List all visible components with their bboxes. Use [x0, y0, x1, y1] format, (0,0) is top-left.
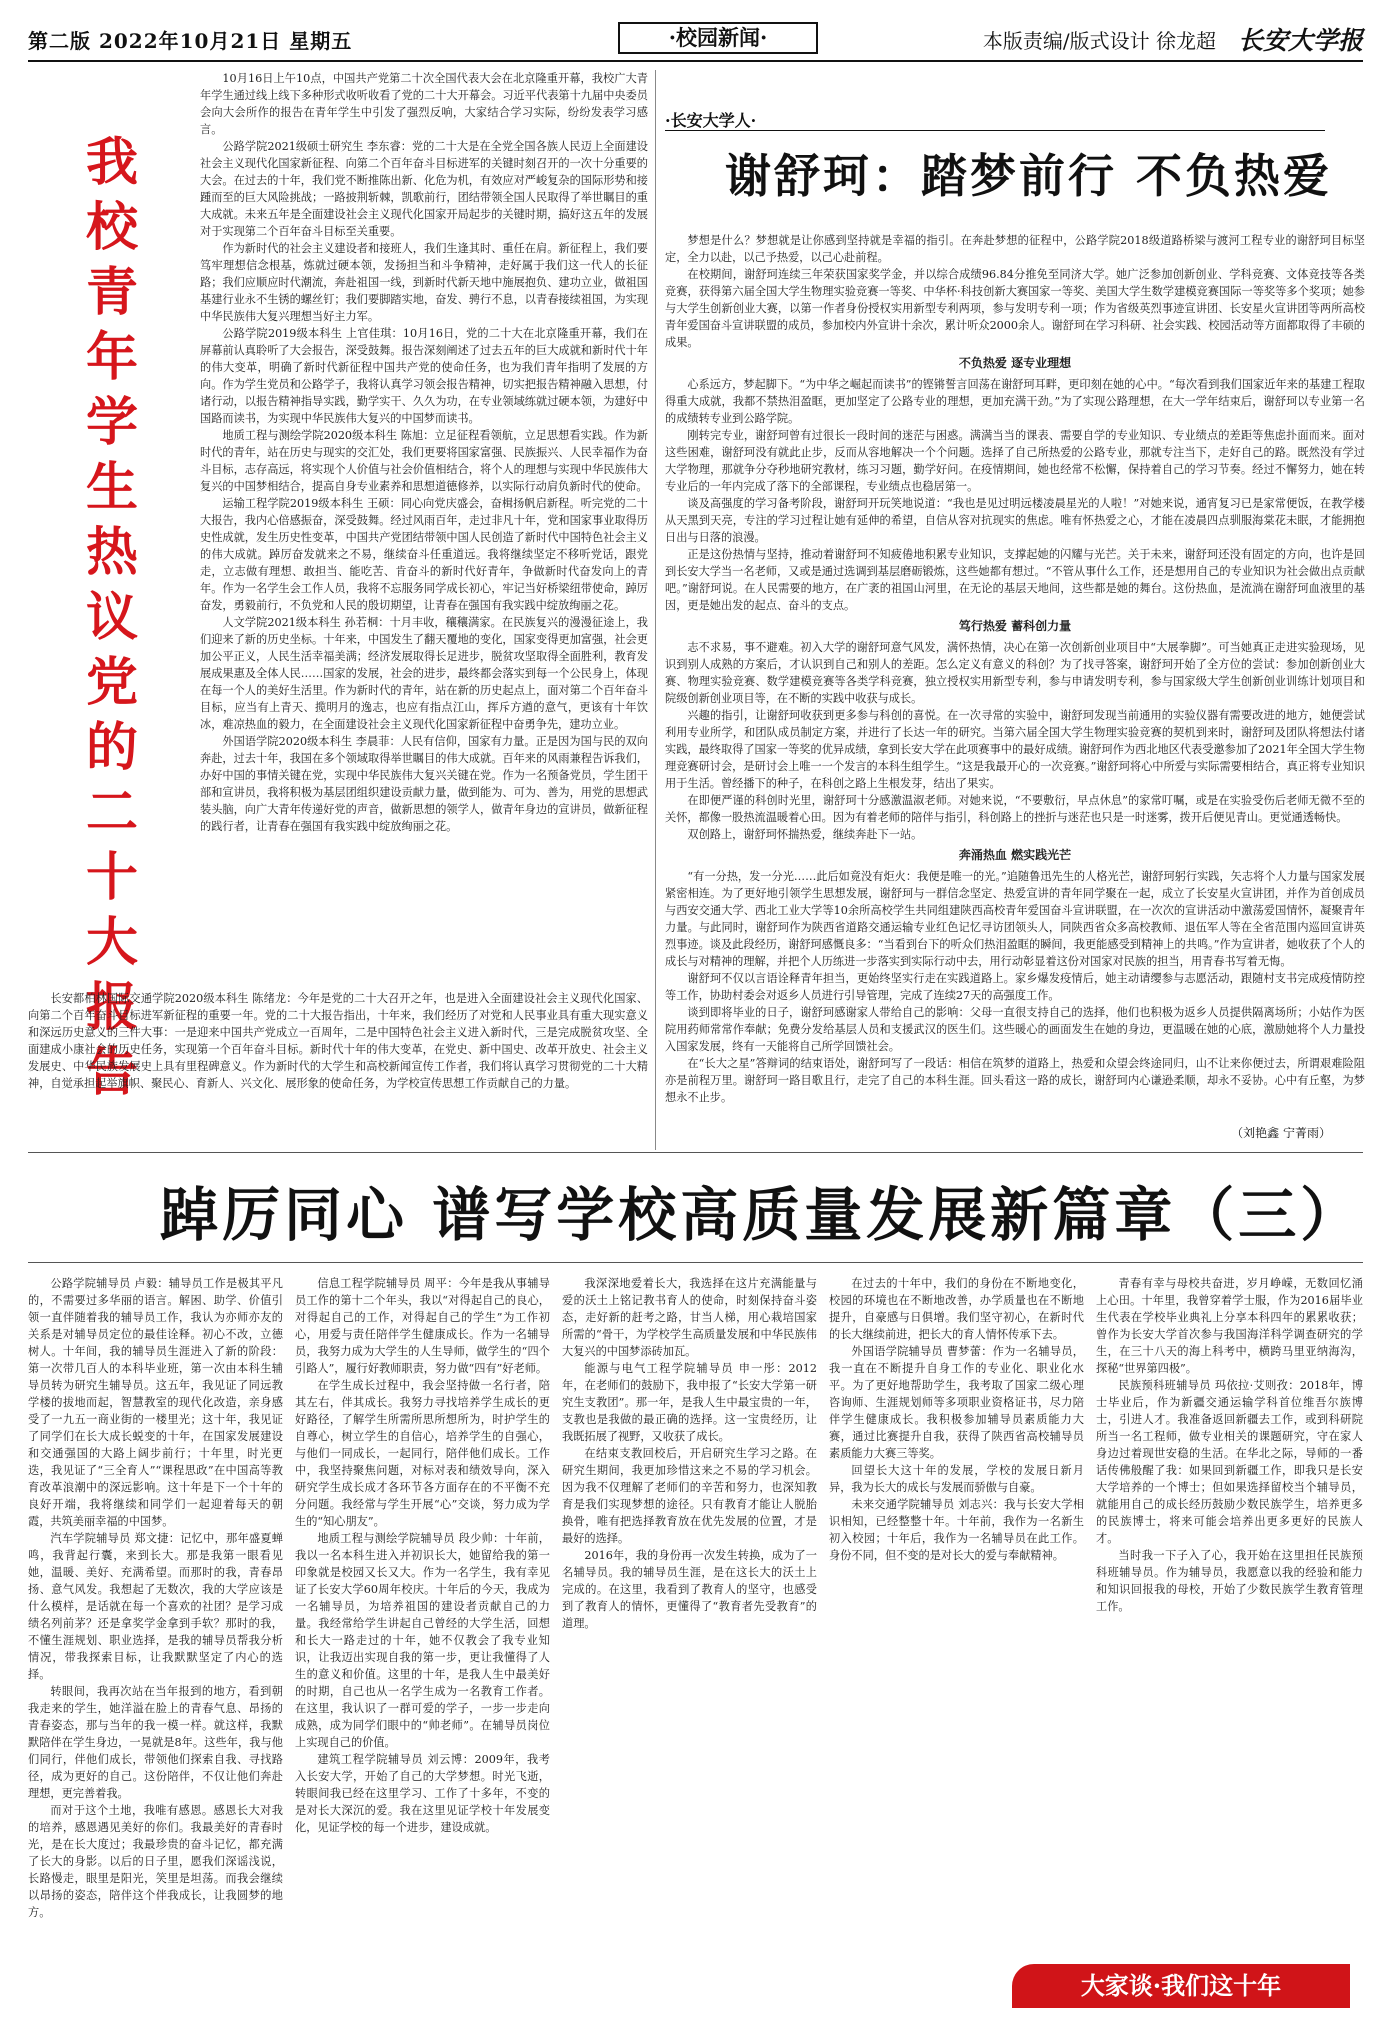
- article3-column-1: [28, 1275, 283, 2015]
- paragraph: 外国语学院2020级本科生 李晨菲：人民有信仰，国家有力量。正是因为国与民的双向奔赴，过去十年，我国在多个领域取得举世瞩目的伟大成就。百年来的风雨兼程告诉我们，办好中国的事情关键在党，实现中华民族伟大复兴关键在党。作为一名预备党员，学生团干部和宣讲员，我将积极为基层团组织建设贡献力量，做到能为、可为、善为，用党的思想武装头脑，向广大青年传递好党的声音，做新思想的领学人，做青年身边的宣讲员，做新征程的践行者，让青春在强国有我实践中绽放绚丽之花。: [200, 735, 648, 833]
- article1-title-char: 校: [85, 197, 138, 258]
- paragraph: 长安都柏林国际交通学院2020级本科生 陈绪龙：今年是党的二十大召开之年，也是进入全面建设社会主义现代化国家、向第二个百年奋斗目标进军新征程的重要一年。党的二十大报告指出，十年来，我们经历了对党和人民事业具有重大现实意义和深远历史意义的三件大事：一是迎来中国共产党成立一百周年，二是中国特色社会主义进入新时代，三是完成脱贫攻坚、全面建成小康社会的历史任务，实现第一个百年奋斗目标。新时代十年的伟大变革，在党史、新中国史、改革开放史、社会主义发展史、中华民族发展史上具有里程碑意义。作为新时代的大学生和高校新闻宣传工作者，我们将认真学习贯彻党的二十大精神，自觉承担起举旗帜、聚民心、育新人、兴文化、展形象的使命任务，为学校宣传思想工作贡献自己的力量。: [28, 992, 648, 1090]
- masthead-right: [983, 21, 1363, 57]
- paragraph: 双创路上，谢舒珂怀揣热爱，继续奔赴下一站。: [687, 828, 923, 841]
- article3-column-2: [295, 1275, 550, 2015]
- paragraph: 心系远方，梦起脚下。“为中华之崛起而读书”的铿锵誓言回荡在谢舒珂耳畔，更印刻在她的心中。“每次看到我们国家近年来的基建工程取得重大成就，我都不禁热泪盈眶，更加坚定了公路专业的理想，更加充满干劲。”为了实现公路理想，在大一学年结束后，谢舒珂以专业第一名的成绩转专业到公路学院。: [665, 378, 1365, 425]
- paragraph: 谢舒珂不仅以言语诠释青年担当，更始终坚实行走在实践道路上。家乡爆发疫情后，她主动请缨参与志愿活动，跟随村支书完成疫情防控等工作，协助村委会对返乡人员进行引导管理，完成了连续27天的高强度工作。: [665, 972, 1365, 1002]
- article1-title-char: 党: [85, 652, 138, 713]
- paragraph: 作为新时代的社会主义建设者和接班人，我们生逢其时、重任在肩。新征程上，我们要笃牢理想信念根基，炼就过硬本领，发扬担当和斗争精神，走好属于我们这一代人的长征路；我们应顺应时代潮流，奔赴祖国一线，到新时代新天地中施展抱负、建功立业，做祖国基建行业永不生锈的螺丝钉；我们要脚踏实地，奋发、骋行不息，以青春接续祖国，为实现中华民族伟大复兴理想当好主力军。: [200, 242, 648, 323]
- paragraph: 兴趣的指引，让谢舒珂收获到更多参与科创的喜悦。在一次寻常的实验中，谢舒珂发现当前通用的实验仪器有需要改进的地方，她便尝试利用专业所学，和团队成员制定方案，并进行了长达一年的研究。当第六届全国大学生物理实验竞赛的契机到来时，谢舒珂及团队将想法付诸实践，最终取得了国家一等奖的优异成绩，拿到长安大学在此项赛事中的最好成绩。谢舒珂作为西北地区代表受邀参加了2021年全国大学生物理竞赛研讨会，是研讨会上唯一一个发言的本科生组学生。“这是我最开心的一次竞赛。”谢舒珂将心中所爱与实际需要相结合，真正将专业知识用于生活。曾经播下的种子，在科创之路上生根发芽，结出了果实。: [665, 709, 1365, 790]
- paragraph: 公路学院2021级硕士研究生 李东睿：党的二十大是在全党全国各族人民迈上全面建设社会主义现代化国家新征程、向第二个百年奋斗目标进军的关键时刻召开的一次十分重要的大会。在过去的十年，我们党不断推陈出新、化危为机，有效应对严峻复杂的国际形势和接踵而至的巨大风险挑战；一路披荆斩棘，凯歌前行，团结带领全国人民取得了举世瞩目的重大成就。未来五年是全面建设社会主义现代化国家开局起步的关键时期，搞好这五年的发展对于实现第二个百年奋斗目标至关重要。: [200, 140, 648, 238]
- paragraph: 志不求易，事不避难。初入大学的谢舒珂意气风发，满怀热情，决心在第一次创新创业项目中“大展拳脚”。可当她真正走进实验现场，见识到别人成熟的方案后，才认识到自己和别人的差距。怎么定义有意义的科创？为了找寻答案，谢舒珂开始了全方位的尝试：参加创新创业大赛、物理实验竞赛、数学建模竞赛等各类学科竞赛，独立授权实用新型专利，参与申请发明专利，参与国家级大学生创新创业训练计划项目和院级创新创业项目等，在不断的实践中收获与成长。: [665, 641, 1365, 705]
- article1-column-right: [200, 70, 648, 988]
- paragraph: 公路学院2019级本科生 上官佳琪：10月16日，党的二十大在北京隆重开幕，我们在屏幕前认真聆听了大会报告，深受鼓舞。报告深刻阐述了过去五年的巨大成就和新时代十年的伟大变革，明确了新时代新征程中国共产党的使命任务，也为我们青年指明了发展的方向。作为学生党员和公路学子，我将认真学习领会报告精神，切实把报告精神融入思想，付诸行动，以报告精神指导实践，勤学实干、久久为功，在专业领域练就过硬本领，为建好中国路而读书，为实现中华民族伟大复兴的中国梦而读书。: [200, 327, 648, 425]
- paragraph: 回望长大这十年的发展，学校的发展日新月异，我为长大的成长与发展而骄傲与自豪。: [829, 1464, 1084, 1494]
- paragraph: 信息工程学院辅导员 周平：今年是我从事辅导员工作的第十二个年头，我以“对得起自己的良心，对得起自己的工作，对得起自己的学生”为工作初心，用爱与责任陪伴学生健康成长。作为一名辅导员，我努力成为大学生的人生导师，做学生的“四个引路人”，履行好教师职责，努力做“四有”好老师。: [295, 1277, 550, 1375]
- section-heading: 不负热爱 逐专业理想: [958, 356, 1072, 370]
- footer-tag: 大家谈·我们这十年: [1012, 1964, 1350, 2008]
- paragraph: 地质工程与测绘学院2020级本科生 陈旭：立足征程看领航，立足思想看实践。作为新时代的青年，站在历史与现实的交汇处，我们更要将国家富强、民族振兴、人民幸福作为奋斗目标，志存高远，将实现个人价值与社会价值相结合，将个人的理想与实现中华民族伟大复兴的中国梦相结合，提高自身专业素养和思想道德修养，以实际行动肩负新时代的使命。: [200, 429, 648, 493]
- article2-rule: [665, 130, 1325, 131]
- article1-title-char: 二: [85, 782, 138, 843]
- paragraph: 在学生成长过程中，我会坚持做一名行者，陪其左右，伴其成长。我努力寻找培养学生成长的更好路径，了解学生所需所思所想所为，时护学生的自尊心，树立学生的自信心，培养学生的自强心，与他们一同成长，一起同行，陪伴他们成长。工作中，我坚持聚焦问题，对标对表和绩效导向，深入研究学生成长成才各环节各方面存在的不平衡不充分问题。我经常与学生开展“心”交谈，努力成为学生的“知心朋友”。: [295, 1379, 550, 1528]
- column-divider: [655, 70, 656, 1150]
- paragraph: 在结束支教回校后，开启研究生学习之路。在研究生期间，我更加珍惜这来之不易的学习机会。因为我不仅理解了老师们的辛苦和努力，也深知教育是我们实现梦想的途径。只有教育才能让人脱胎换骨，唯有把选择教育放在优先发展的位置，才是最好的选择。: [562, 1447, 817, 1545]
- paragraph: 民族预科班辅导员 玛依拉·艾则孜：2018年，博士毕业后，作为新疆交通运输学科首位维吾尔族博士，引进人才。我准备返回新疆去工作，或到科研院所当一名工程师，做专业相关的课题研究，守在家人身边过着现世安稳的生活。在华北之际，导师的一番话传佛般醒了我：如果回到新疆工作，即我只是长安大学培养的一个博士；但如果选择留校当个辅导员，就能用自己的成长经历鼓励少数民族学生，培养更多的民族博士，将来可能会培养出更多更好的民族人才。: [1096, 1379, 1363, 1545]
- article3-column-5: [1096, 1275, 1363, 1955]
- paragraph: 在过去的十年中，我们的身份在不断地变化，校园的环境也在不断地改善，办学质量也在不断地提升，自豪感与日俱增。我们坚守初心，在新时代的长大继续前进，把长大的育人情怀传承下去。: [829, 1277, 1084, 1341]
- article1-column-bottom: [28, 990, 648, 1140]
- paragraph: 人文学院2021级本科生 孙若桐：十月丰收，穰穰满家。在民族复兴的漫漫征途上，我们迎来了新的历史坐标。十年来，中国发生了翻天覆地的变化，国家变得更加富强，社会更加公平正义，人民生活幸福美满；经济发展取得长足进步，脱贫攻坚取得全面胜利，教育发展成果惠及全体人民……国家的发展，社会的进步，最终都会落实到每一个公民身上，体现在每一个人的美好生活里。作为新时代的青年，站在新的历史起点上，面对第二个百年奋斗目标，应当有上青天、揽明月的逸志，也应有指点江山，挥斥方遒的意气，更该有十年饮冰，难凉热血的毅力，在全面建设社会主义现代化国家新征程中奋勇争先，建功立业。: [200, 616, 648, 731]
- section-heading: 笃行热爱 蓄科创力量: [958, 619, 1072, 633]
- paragraph: 运输工程学院2019级本科生 王硕：同心向党庆盛会，奋楫扬帆启新程。听完党的二十大报告，我内心倍感振奋，深受鼓舞。经过风雨百年，走过非凡十年，党和国家事业取得历史性成就，发生历史性变革，中国共产党团结带领中国人民创造了新时代中国特色社会主义的伟大成就。踔厉奋发就来之不易，继续奋斗任重道远。我将继续坚定不移听党话，跟党走，立志做有理想、敢担当、能吃苦、肯奋斗的新时代好青年，争做新时代奋发向上的青年。作为一名学生会工作人员，我将不忘服务同学成长初心，牢记当好桥梁纽带使命，踔厉奋发，勇毅前行，不负党和人民的殷切期望，让青春在强国有我实践中绽放绚丽之花。: [200, 497, 648, 612]
- article3-title: 踔厉同心 谱写学校高质量发展新篇章（三）: [160, 1181, 1363, 1249]
- article1-title-char: 大: [85, 912, 138, 973]
- paragraph: 而对于这个土地，我唯有感恩。感恩长大对我的培养，感恩遇见美好的你们。我最美好的青春时光，是在长大度过；我最珍贵的奋斗记忆，都充满了长大的身影。以后的日子里，愿我们深谣浅说，长路慢走，眼里是阳光，笑里是坦荡。而我会继续以昂扬的姿态，陪伴这个伴我成长，让我圆梦的地方。: [28, 1804, 283, 1919]
- paragraph: 公路学院辅导员 卢毅：辅导员工作是极其平凡的，不需要过多华丽的语言。解困、助学、价值引领一直伴随着我的辅导员工作，我认为亦师亦友的关系是对辅导员定位的最佳诠释。初心不改，立德树人。十年间，我的辅导员生涯进入了新的阶段：第一次带几百人的本科毕业班，第一次由本科生辅导员转为研究生辅导员。这五年，我见证了同远教学楼的拔地而起，智慧教室的现代化改造，亲身感受了一九五一商业街的一楼里光；这十年，我见证了同学们在长大成长蜕变的十年，在国家发展建设和交通强国的大路上阔步前行；十年里，时光更迭，我见证了“三全育人”“课程思政”在中国高等教育改革浪潮中的深远影响。这十年是下一个十年的良好开端，我将继续和同学们一起迎着每天的朝霞，共筑美丽幸福的中国梦。: [28, 1277, 283, 1528]
- paragraph: 刚转完专业，谢舒珂曾有过很长一段时间的迷茫与困惑。满满当当的课表、需要自学的专业知识、专业绩点的差距等焦虑扑面而来。面对这些困难，谢舒珂没有就此止步，反而从容地解决一个个问题。选择了自己所热爱的公路专业，那就专注当下，走好自己的路。既然没有学过大学物理，那就争分夺秒地研究教材，练习习题，勤学好问。在疫情期间，她也经常不松懈，保持着自己的学习节奏。经过不懈努力，她在转专业后的一年内完成了落下的全部课程，专业绩点也稳居第一。: [665, 429, 1365, 493]
- article1-title-char: 生: [85, 457, 138, 518]
- edition-info: 第二版 2022年10月21日 星期五: [28, 28, 353, 53]
- article1-title-char: 青: [85, 262, 138, 323]
- paragraph: 未来交通学院辅导员 刘志兴：我与长安大学相识相知，已经整整十年。十年前，我作为一名新生初入校园；十年后，我作为一名辅导员在此工作。身份不同，但不变的是对长大的爱与奉献精神。: [829, 1498, 1084, 1562]
- article1-title-char: 我: [85, 132, 138, 193]
- section-heading: 奔涌热血 燃实践光芒: [958, 848, 1072, 862]
- paragraph: 外国语学院辅导员 曹梦蕾：作为一名辅导员，我一直在不断提升自身工作的专业化、职业化水平。为了更好地帮助学生，我考取了国家二级心理咨询师、生涯规划师等多项职业资格证书，尽力陪伴学生健康成长。我积极参加辅导员素质能力大赛，通过比赛提升自我，获得了陕西省高校辅导员素质能力大赛三等奖。: [829, 1345, 1084, 1460]
- paragraph: 转眼间，我再次站在当年报到的地方，看到朝我走来的学生，她洋溢在脸上的青春气息、昂扬的青春姿态，那与当年的我一模一样。就这样，我默默陪伴在学生身边，一晃就是8年。这些年，我与他们同行，伴他们成长，带领他们探索自我、寻找路径，成为更好的自己。这份陪伴，不仅让他们奔赴理想，更完善着我。: [28, 1685, 283, 1800]
- paragraph: “有一分热，发一分光……此后如竟没有炬火：我便是唯一的光。”追随鲁迅先生的人格光芒，谢舒珂躬行实践，矢志将个人力量与国家发展紧密相连。为了更好地引领学生思想发展，谢舒珂与一群信念坚定、热爱宣讲的青年同学聚在一起，成立了长安星火宣讲团，并作为首创成员与西安交通大学、西北工业大学等10余所高校学生共同组建陕西高校青年爱国奋斗宣讲联盟，在一次次的宣讲活动中激荡爱国情怀，凝聚青年力量。与此同时，谢舒珂作为陕西省道路交通运输专业红色记忆寻访团领头人，同陕西省众多高校教师、退伍军人等在全省范围内巡回宣讲英烈事迹。谈及此段经历，谢舒珂感慨良多：“当看到台下的听众们热泪盈眶的瞬间，我更能感受到精神上的共鸣。”作为宣讲者，她收获了个人的成长与对精神的理解，并把个人历练进一步落实到实际行动中去，用行动彰显着这份对国家对民族的担当，用青春书写着无悔。: [665, 870, 1365, 968]
- article3-column-4: [829, 1275, 1084, 2015]
- paragraph: 建筑工程学院辅导员 刘云博：2009年，我考入长安大学，开始了自己的大学梦想。时光飞逝，转眼间我已经在这里学习、工作了十多年，不变的是对长大深沉的爱。我在这里见证学校十年发展变化，见证学校的每一个进步，建设成就。: [295, 1753, 550, 1834]
- paragraph: 2016年，我的身份再一次发生转换，成为了一名辅导员。我的辅导员生涯，是在这长大的沃土上完成的。在这里，我看到了教育人的坚守，也感受到了教育人的情怀，更懂得了“教育者先受教育”的道理。: [562, 1549, 817, 1630]
- section-title: ·校园新闻·: [618, 22, 818, 54]
- paragraph: 在校期间，谢舒珂连续三年荣获国家奖学金，并以综合成绩96.84分推免至同济大学。她广泛参加创新创业、学科竞赛、文体竞技等各类竞赛，获得第六届全国大学生物理实验竞赛一等奖、中华杯·科技创新大赛国家一等奖、美国大学生数学建模竞赛国际一等奖等多个奖项；她参与大学生创新创业大赛，以第一作者身份授权实用新型专利两项，参与发明专利一项；作为省级英烈事迹宣讲团、长安星火宣讲团等两所高校青年爱国奋斗宣讲联盟的成员，参加校内外宣讲十余次，累计听众2000余人。谢舒珂在学习科研、社会实践、校园活动等方面都取得了丰硕的成果。: [665, 268, 1365, 349]
- article1-title-char: 的: [85, 717, 138, 778]
- paragraph: 在“长大之星”答辩词的结束语处，谢舒珂写了一段话：相信在筑梦的道路上，热爱和众望会终途同归，山不让来你便过去，所谓艰难险阻亦是前程万里。谢舒珂一路目歌且行，走完了自己的本科生涯。回头看这一路的成长，谢舒珂内心谦逊柔顺，却永不妥协。心中有丘壑，为梦想永不止步。: [665, 1057, 1365, 1104]
- section-separator: [28, 1152, 1363, 1153]
- masthead-rule: [28, 60, 1363, 62]
- newspaper-logo: 长安大学报: [1237, 26, 1363, 55]
- article3-column-3: [562, 1275, 817, 2015]
- paragraph: 10月16日上午10点，中国共产党第二十次全国代表大会在北京隆重开幕，我校广大青年学生通过线上线下多种形式收听收看了党的二十大开幕会。习近平代表第十九届中央委员会向大会所作的报告在青年学生中引发了强烈反响，大家结合学习实际，纷纷发表学习感言。: [200, 72, 648, 136]
- article2-byline: （刘艳鑫 宁菁雨）: [1231, 1126, 1331, 1140]
- article1-title-char: 议: [85, 587, 138, 648]
- article3-rule: [28, 1262, 1363, 1263]
- article1-title-char: 十: [85, 847, 138, 908]
- paragraph: 我深深地爱着长大，我选择在这片充满能量与爱的沃土上铭记教书育人的使命，时刻保持奋斗姿态，走好新的赶考之路，甘当人梯，用心栽培国家所需的“骨干，为学校学生高质量发展和中华民族伟大复兴的中国梦添砖加瓦。: [562, 1277, 817, 1358]
- paragraph: 汽车学院辅导员 郑文捷：记忆中，那年盛夏蝉鸣，我背起行囊，来到长大。那是我第一眼看见她，温暖、美好、充满希望。而那时的我，青春昂扬、意气风发。我想起了无数次，我的大学应该是什么模样，是话就在每一个喜欢的社团？是学习成绩名列前茅？还是拿奖学金拿到手软？那时的我，不懂生涯规划、职业选择，是我的辅导员帮我分析情况，带我探索目标，让我默默坚定了内心的选择。: [28, 1532, 283, 1681]
- paragraph: 梦想是什么？梦想就是让你感到坚持就是幸福的指引。在奔赴梦想的征程中，公路学院2018级道路桥梁与渡河工程专业的谢舒珂目标坚定，全力以赴，以己予热爱，以己心赴前程。: [665, 234, 1365, 264]
- paragraph: 能源与电气工程学院辅导员 申一彤：2012年，在老师们的鼓励下，我申报了“长安大学第一研究生支教团”。那一年，是我人生中最宝贵的一年，支教也是我做的最正确的选择。这一宝贵经历，让我既拓展了视野，又收获了成长。: [562, 1362, 817, 1443]
- article1-title-char: 年: [85, 327, 138, 388]
- paragraph: 在即便严谨的科创时光里，谢舒珂十分感激温淑老师。对她来说，“不要敷衍，早点休息”的家常叮嘱，或是在实验受伤后老师无微不至的关怀，都像一股热流温暖着心田。因为有着老师的陪伴与指引，科创路上的挫折与迷茫也只是一时迷雾，拨开后便见青山。更觉通透畅快。: [665, 794, 1365, 824]
- paragraph: 谈到即将毕业的日子，谢舒珂感谢家人带给自己的影响：父母一直很支持自己的选择，他们也积极为返乡人员提供隔离场所；小姑作为医院用药师常常作奉献；免费分发给基层人员和支援武汉的医生们。这些暖心的画面发生在她的身边，更温暖在她的心底，激励她将个人力量投入国家发展，终有一天能将自己所学回馈社会。: [665, 1006, 1365, 1053]
- article1-title-char: 告: [85, 1042, 138, 1103]
- paragraph: 谈及高强度的学习备考阶段，谢舒珂开玩笑地说道：“我也是见过明远楼凌晨星光的人啦！”对她来说，通宵复习已是家常便饭，在教学楼从天黑到天亮，专注的学习过程让她有延伸的希望，自信从容对抗现实的焦虑。唯有怀热爱之心，才能在凌晨四点驯服海棠花未眠，才能拥抱日出与日落的浪漫。: [665, 497, 1365, 544]
- article2-body: [665, 232, 1365, 1122]
- paragraph: 地质工程与测绘学院辅导员 段少帅：十年前，我以一名本科生进入并初识长大，她留给我的第一印象就是校园又长又大。作为一名学生，我有幸见证了长安大学60周年校庆。十年后的今天，我成为一名辅导员，为培养祖国的建设者贡献自己的力量。我经常给学生讲起自己曾经的大学生活，回想和长大一路走过的十年，她不仅教会了我专业知识，让我迈出实现自我的第一步，更让我懂得了人生的意义和价值。这里的十年，是我人生中最美好的时期，自己也从一名学生成为一名教育工作者。在这里，我认识了一群可爱的学子，一步一步走向成熟，成为同学们眼中的“帅老师”。在辅导员岗位上实现自己的价值。: [295, 1532, 550, 1749]
- article1-title-char: 学: [85, 392, 138, 453]
- paragraph: 当时我一下子入了心，我开始在这里担任民族预科班辅导员。作为辅导员，我愿意以我的经验和能力和知识回报我的母校，开始了少数民族学生教育管理工作。: [1096, 1549, 1363, 1613]
- paragraph: 正是这份热情与坚持，推动着谢舒珂不知疲倦地积累专业知识，支撑起她的闪耀与光芒。关于未来，谢舒珂还没有固定的方向，也许是回到长安大学当一名老师，又或是通过选调到基层磨砺锻炼，这些她都有想过。“不管从事什么工作，还是想用自己的专业知识为社会做出点贡献吧。”谢舒珂说。在人民需要的地方，在广袤的祖国山河里，在无论的基层天地间，这些都是她的舞台。这份热血，是流淌在谢舒珂血液里的基因，更是她出发的起点、奋斗的支点。: [665, 548, 1365, 612]
- paragraph: 青春有幸与母校共奋进，岁月峥嵘，无数回忆涌上心田。十年里，我曾穿着学士服，作为2016届毕业生代表在学校毕业典礼上分享本科四年的累累收获；曾作为长安大学首次参与我国海洋科学调查研究的学生，在三十八天的海上科考中，横跨马里亚纳海沟，探秘“世界第四极”。: [1096, 1277, 1363, 1375]
- masthead: [28, 22, 1363, 56]
- article2-title: 谢舒珂：踏梦前行 不负热爱: [725, 149, 1333, 203]
- article1-title: [82, 130, 142, 1105]
- article1-title-char: 报: [85, 977, 138, 1038]
- article2-tag: ·长安大学人·: [665, 111, 757, 130]
- article1-title-char: 热: [85, 522, 138, 583]
- editor-credit: 本版责编/版式设计 徐龙超: [982, 28, 1216, 53]
